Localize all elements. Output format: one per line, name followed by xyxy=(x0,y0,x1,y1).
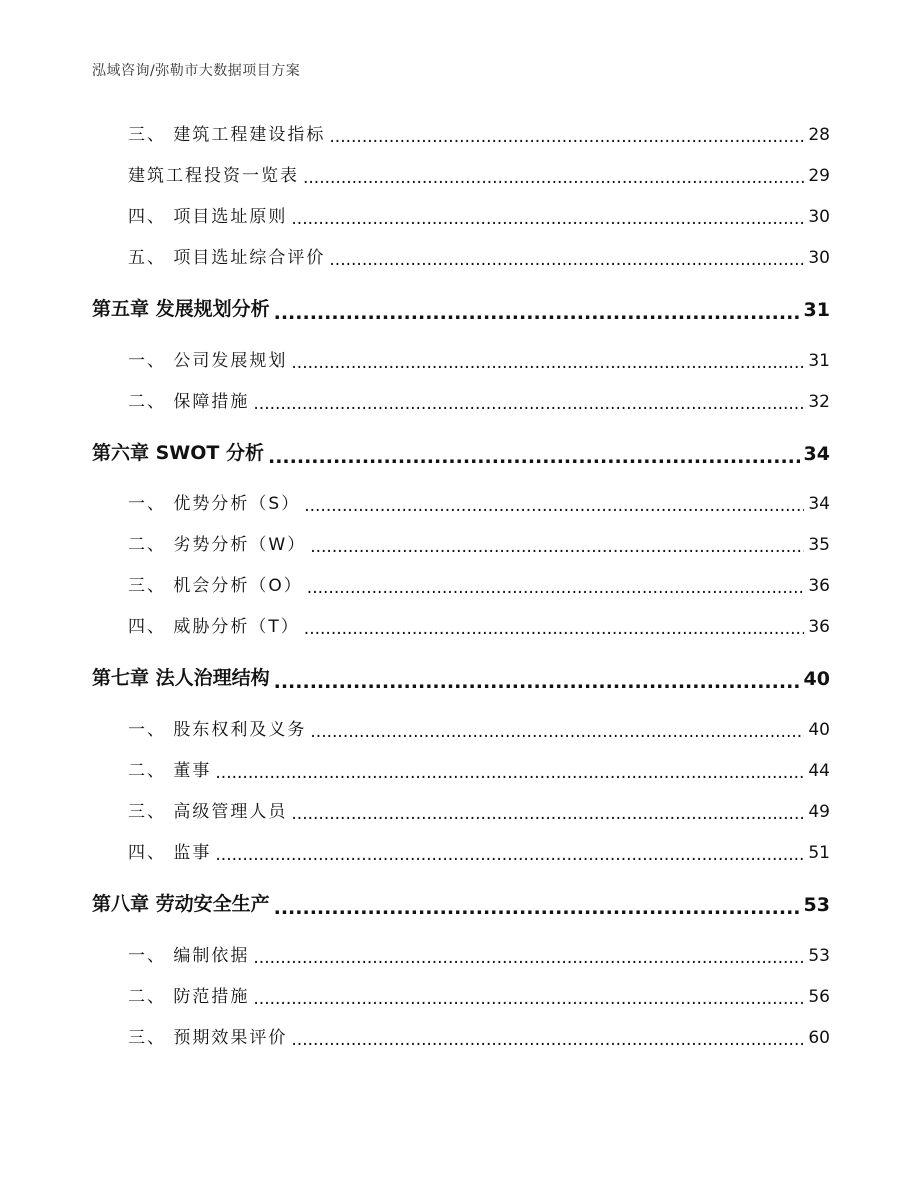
toc-entry-label: 一、 优势分析（S） xyxy=(128,494,301,514)
toc-entry[interactable] xyxy=(92,202,830,227)
toc-entry-label: 三、 机会分析（O） xyxy=(128,576,303,596)
toc-leader-dots xyxy=(253,990,804,1007)
toc-entry-page: 35 xyxy=(808,535,830,555)
toc-entry-page: 30 xyxy=(808,207,830,227)
toc-entry[interactable] xyxy=(92,1023,830,1048)
toc-entry-page: 32 xyxy=(808,392,830,412)
toc-leader-dots xyxy=(310,723,804,740)
toc-entry[interactable] xyxy=(92,571,830,596)
toc-leader-dots xyxy=(307,579,805,596)
toc-entry[interactable] xyxy=(92,530,830,555)
toc-entry-page: 40 xyxy=(808,720,830,740)
toc-leader-dots xyxy=(329,128,804,145)
toc-chapter-label: 第五章 发展规划分析 xyxy=(92,298,270,320)
toc-entry-label: 一、 公司发展规划 xyxy=(128,351,288,371)
toc-leader-dots xyxy=(304,497,804,514)
toc-entry-page: 34 xyxy=(808,494,830,514)
toc-chapter-label: 第七章 法人治理结构 xyxy=(92,667,270,689)
toc-entry-page: 44 xyxy=(808,761,830,781)
toc-entry[interactable] xyxy=(92,243,830,268)
toc-entry-page: 36 xyxy=(808,617,830,637)
toc-entry-page: 30 xyxy=(808,248,830,268)
toc-entry-label: 四、 威胁分析（T） xyxy=(128,617,300,637)
toc-entry-page: 28 xyxy=(808,125,830,145)
toc-leader-dots xyxy=(291,210,804,227)
toc-entry-page: 29 xyxy=(808,166,830,186)
toc-entry[interactable] xyxy=(92,161,830,186)
toc-entry-label: 三、 预期效果评价 xyxy=(128,1028,288,1048)
toc-entry-label: 一、 股东权利及义务 xyxy=(128,720,307,740)
toc-entry[interactable] xyxy=(92,612,830,637)
toc-entry-label: 四、 监事 xyxy=(128,843,212,863)
toc-entry-page: 53 xyxy=(808,946,830,966)
toc-chapter-entry[interactable] xyxy=(92,294,830,321)
toc-entry-page: 56 xyxy=(808,987,830,1007)
toc-entry[interactable] xyxy=(92,756,830,781)
toc-chapter-entry[interactable] xyxy=(92,889,830,916)
toc-entry-page: 31 xyxy=(808,351,830,371)
toc-entry-label: 三、 建筑工程建设指标 xyxy=(128,125,326,145)
toc-chapter-label: 第八章 劳动安全生产 xyxy=(92,893,270,915)
toc-leader-dots xyxy=(291,354,804,371)
toc-chapter-page: 34 xyxy=(803,443,830,465)
toc-entry-page: 49 xyxy=(808,802,830,822)
toc-leader-dots xyxy=(274,897,800,916)
toc-leader-dots xyxy=(268,446,800,465)
toc-chapter-page: 31 xyxy=(803,299,830,321)
toc-entry[interactable] xyxy=(92,982,830,1007)
toc-chapter-label: 第六章 SWOT 分析 xyxy=(92,442,264,464)
toc-entry-label: 三、 高级管理人员 xyxy=(128,802,288,822)
toc-entry-label: 二、 劣势分析（W） xyxy=(128,535,307,555)
toc-entry-page: 60 xyxy=(808,1028,830,1048)
toc-entry-page: 51 xyxy=(808,843,830,863)
toc-entry-label: 二、 保障措施 xyxy=(128,392,250,412)
toc-leader-dots xyxy=(253,395,804,412)
toc-leader-dots xyxy=(274,671,800,690)
toc-leader-dots xyxy=(291,805,804,822)
toc-entry-label: 四、 项目选址原则 xyxy=(128,207,288,227)
toc-entry-label: 建筑工程投资一览表 xyxy=(128,166,299,186)
toc-entry[interactable] xyxy=(92,715,830,740)
toc-entry-label: 二、 董事 xyxy=(128,761,212,781)
toc-entry[interactable] xyxy=(92,489,830,514)
toc-leader-dots xyxy=(303,169,804,186)
toc-entry-label: 五、 项目选址综合评价 xyxy=(128,248,326,268)
toc-chapter-entry[interactable] xyxy=(92,663,830,690)
toc-entry-label: 二、 防范措施 xyxy=(128,987,250,1007)
toc-chapter-page: 40 xyxy=(803,668,830,690)
toc-entry-page: 36 xyxy=(808,576,830,596)
toc-entry-label: 一、 编制依据 xyxy=(128,946,250,966)
toc-leader-dots xyxy=(329,251,804,268)
toc-leader-dots xyxy=(291,1031,804,1048)
toc-leader-dots xyxy=(215,764,804,781)
page-header: 泓域咨询/弥勒市大数据项目方案 xyxy=(92,63,301,79)
toc-leader-dots xyxy=(253,949,804,966)
toc-entry[interactable] xyxy=(92,120,830,145)
toc-chapter-page: 53 xyxy=(803,894,830,916)
toc-entry[interactable] xyxy=(92,838,830,863)
toc-leader-dots xyxy=(310,538,804,555)
toc-entry[interactable] xyxy=(92,797,830,822)
toc-leader-dots xyxy=(304,620,805,637)
toc-leader-dots xyxy=(215,846,804,863)
toc-entry[interactable] xyxy=(92,941,830,966)
toc-entry[interactable] xyxy=(92,387,830,412)
toc-chapter-entry[interactable] xyxy=(92,438,830,465)
toc-entry[interactable] xyxy=(92,346,830,371)
toc-leader-dots xyxy=(274,302,800,321)
